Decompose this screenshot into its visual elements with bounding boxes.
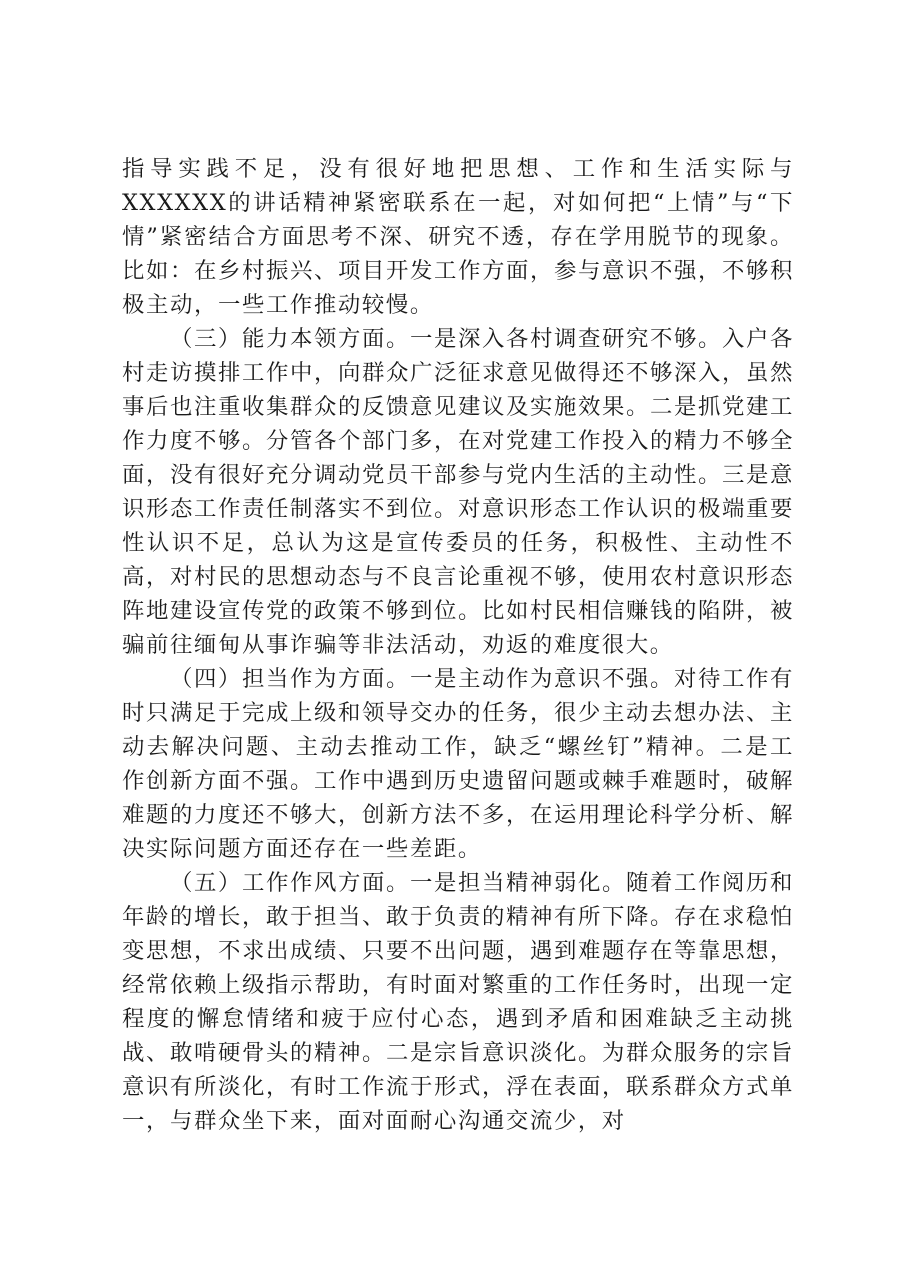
document-body <box>122 152 794 1138</box>
paragraph-ability-section: （三）能力本领方面。一是深入各村调查研究不够。入户各村走访摸排工作中，向群众广泛征求意见做得还不够深入，虽然事后也注重收集群众的反馈意见建议及实施效果。二是抓党建工作力度不够。分管各个部门多，在对党建工作投入的精力不够全面，没有很好充分调动党员干部参与党内生活的主动性。三是意识形态工作责任制落实不到位。对意识形态工作认识的极端重要性认识不足，总认为这是宣传委员的任务，积极性、主动性不高，对村民的思想动态与不良言论重视不够，使用农村意识形态阵地建设宣传党的政策不够到位。比如村民相信赚钱的陷阱，被骗前往缅甸从事诈骗等非法活动，劝返的难度很大。 <box>122 326 794 658</box>
paragraph-continuation: 指导实践不足，没有很好地把思想、工作和生活实际与XXXXXX的讲话精神紧密联系在一起，对如何把“上情”与“下情”紧密结合方面思考不深、研究不透，存在学用脱节的现象。比如：在乡村振兴、项目开发工作方面，参与意识不强，不够积极主动，一些工作推动较慢。 <box>122 156 794 318</box>
paragraph-work-style-section: （五）工作作风方面。一是担当精神弱化。随着工作阅历和年龄的增长，敢于担当、敢于负责的精神有所下降。存在求稳怕变思想，不求出成绩、只要不出问题，遇到难题存在等靠思想，经常依赖上级指示帮助，有时面对繁重的工作任务时，出现一定程度的懈怠情绪和疲于应付心态，遇到矛盾和困难缺乏主动挑战、敢啃硬骨头的精神。二是宗旨意识淡化。为群众服务的宗旨意识有所淡化，有时工作流于形式，浮在表面，联系群众方式单一，与群众坐下来，面对面耐心沟通交流少，对 <box>122 870 794 1134</box>
paragraph-responsibility-section: （四）担当作为方面。一是主动作为意识不强。对待工作有时只满足于完成上级和领导交办的任务，很少主动去想办法、主动去解决问题、主动去推动工作，缺乏“螺丝钉”精神。二是工作创新方面不强。工作中遇到历史遗留问题或棘手难题时，破解难题的力度还不够大，创新方法不多，在运用理论科学分析、解决实际问题方面还存在一些差距。 <box>122 666 794 862</box>
